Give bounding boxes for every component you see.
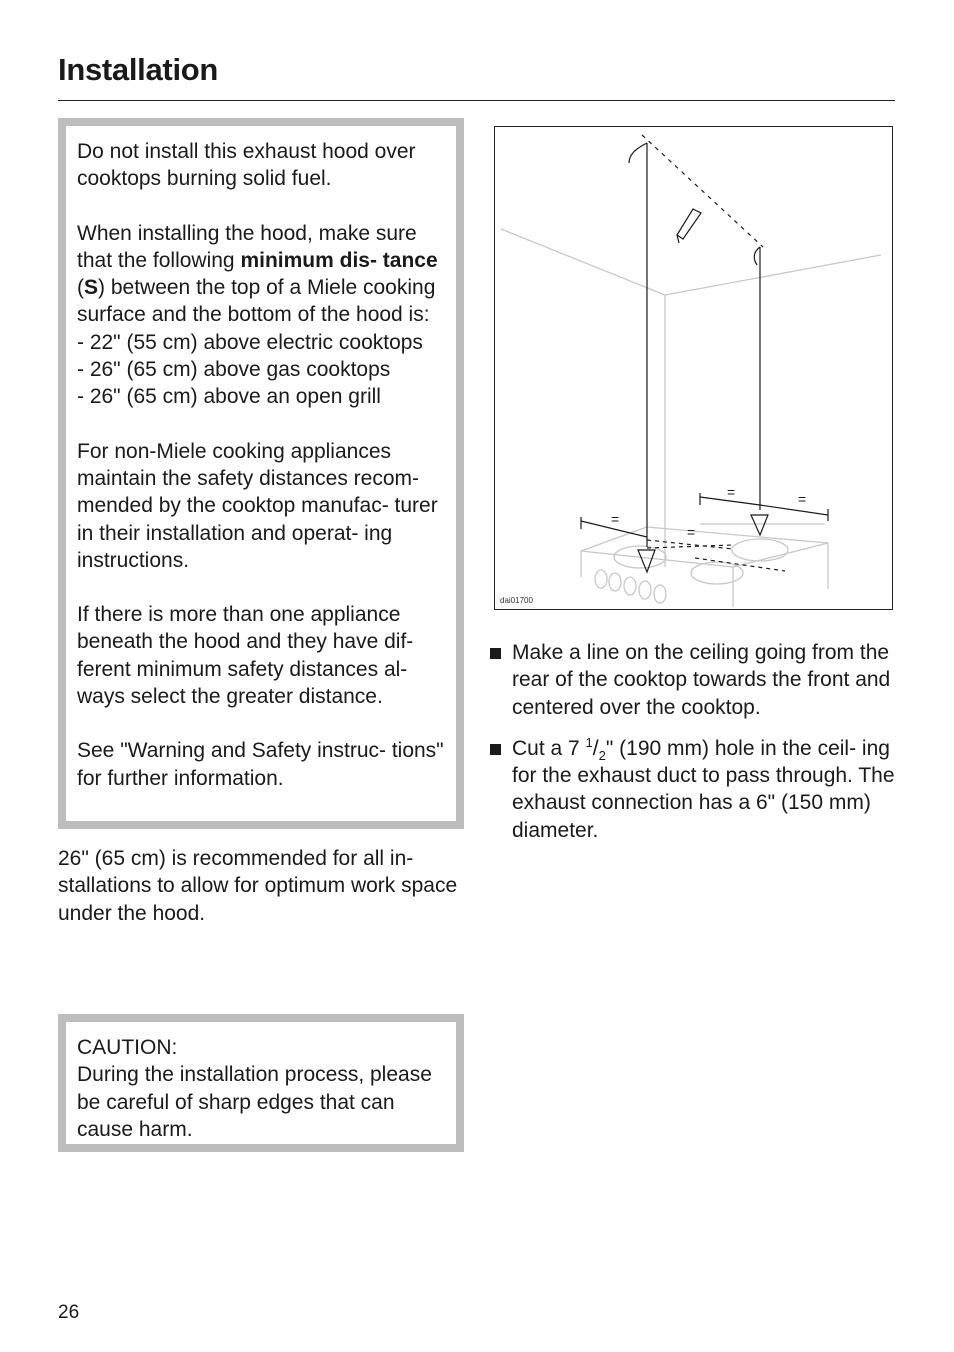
distance-paren-open: ( <box>77 276 84 300</box>
fraction-slash: / <box>592 736 599 760</box>
recommendation-text: 26" (65 cm) is recommended for all in- stallations to allow for optimum work space under the hood. <box>58 847 458 925</box>
equal-mark-center: = <box>687 524 696 540</box>
non-miele-paragraph: For non-Miele cooking appliances maintain the safety distances recom- mended by the cooktop manufac- turer in their installation and operat- ing instructions. <box>77 439 438 572</box>
instruction-list <box>489 639 899 858</box>
caution-heading: CAUTION: <box>77 1036 178 1059</box>
fraction-numerator: 1 <box>585 734 593 750</box>
title-divider <box>58 100 895 101</box>
multiple-appliances-paragraph: If there is more than one appliance beneath the hood and they have dif- ferent minimum safety distances al- ways select the greater distance. <box>77 603 414 709</box>
installation-diagram <box>494 126 893 610</box>
instruction-step-2 <box>489 735 899 844</box>
equal-mark-right: = <box>798 491 807 507</box>
page-number: 26 <box>58 1302 80 1323</box>
warning-box <box>58 118 464 829</box>
step-2-text-b: " (190 mm) hole in the ceil- ing for the exhaust duct to pass through. The exhaust connection has a 6" (150 mm) diameter. <box>512 736 895 842</box>
distance-grill: - 26" (65 cm) above an open grill <box>77 385 381 409</box>
figure-code: dai01700 <box>500 596 533 605</box>
minimum-distance-term: minimum dis- tance <box>240 248 438 272</box>
distance-electric: - 22" (55 cm) above electric cooktops <box>77 330 423 354</box>
minimum-distance-paragraph <box>77 220 456 411</box>
equal-mark-top: = <box>727 484 736 500</box>
fraction-denominator: 2 <box>598 748 606 764</box>
distance-rest: ) between the top of a Miele cooking surface and the bottom of the hood is: <box>77 276 436 327</box>
step-2-text-a: Cut a 7 <box>512 736 586 760</box>
square-bullet-icon <box>490 744 501 755</box>
plumb-line-illustration <box>495 127 892 609</box>
equal-mark-left: = <box>611 511 620 527</box>
distance-intro: When installing the hood, make sure that the following <box>77 221 417 272</box>
caution-text: During the installation process, please be careful of sharp edges that can cause harm. <box>77 1063 432 1141</box>
step-1-text: Make a line on the ceiling going from the rear of the cooktop towards the front and centered over the cooktop. <box>512 641 891 719</box>
distance-gas: - 26" (65 cm) above gas cooktops <box>77 358 391 382</box>
page-title: Installation <box>58 52 219 87</box>
instruction-step-1 <box>489 639 899 721</box>
see-safety-paragraph: See "Warning and Safety instruc- tions" for further information. <box>77 739 444 790</box>
solid-fuel-warning: Do not install this exhaust hood over cooktops burning solid fuel. <box>77 140 416 191</box>
distance-symbol-s: S <box>84 276 99 300</box>
caution-box <box>58 1014 464 1152</box>
square-bullet-icon <box>490 648 501 659</box>
